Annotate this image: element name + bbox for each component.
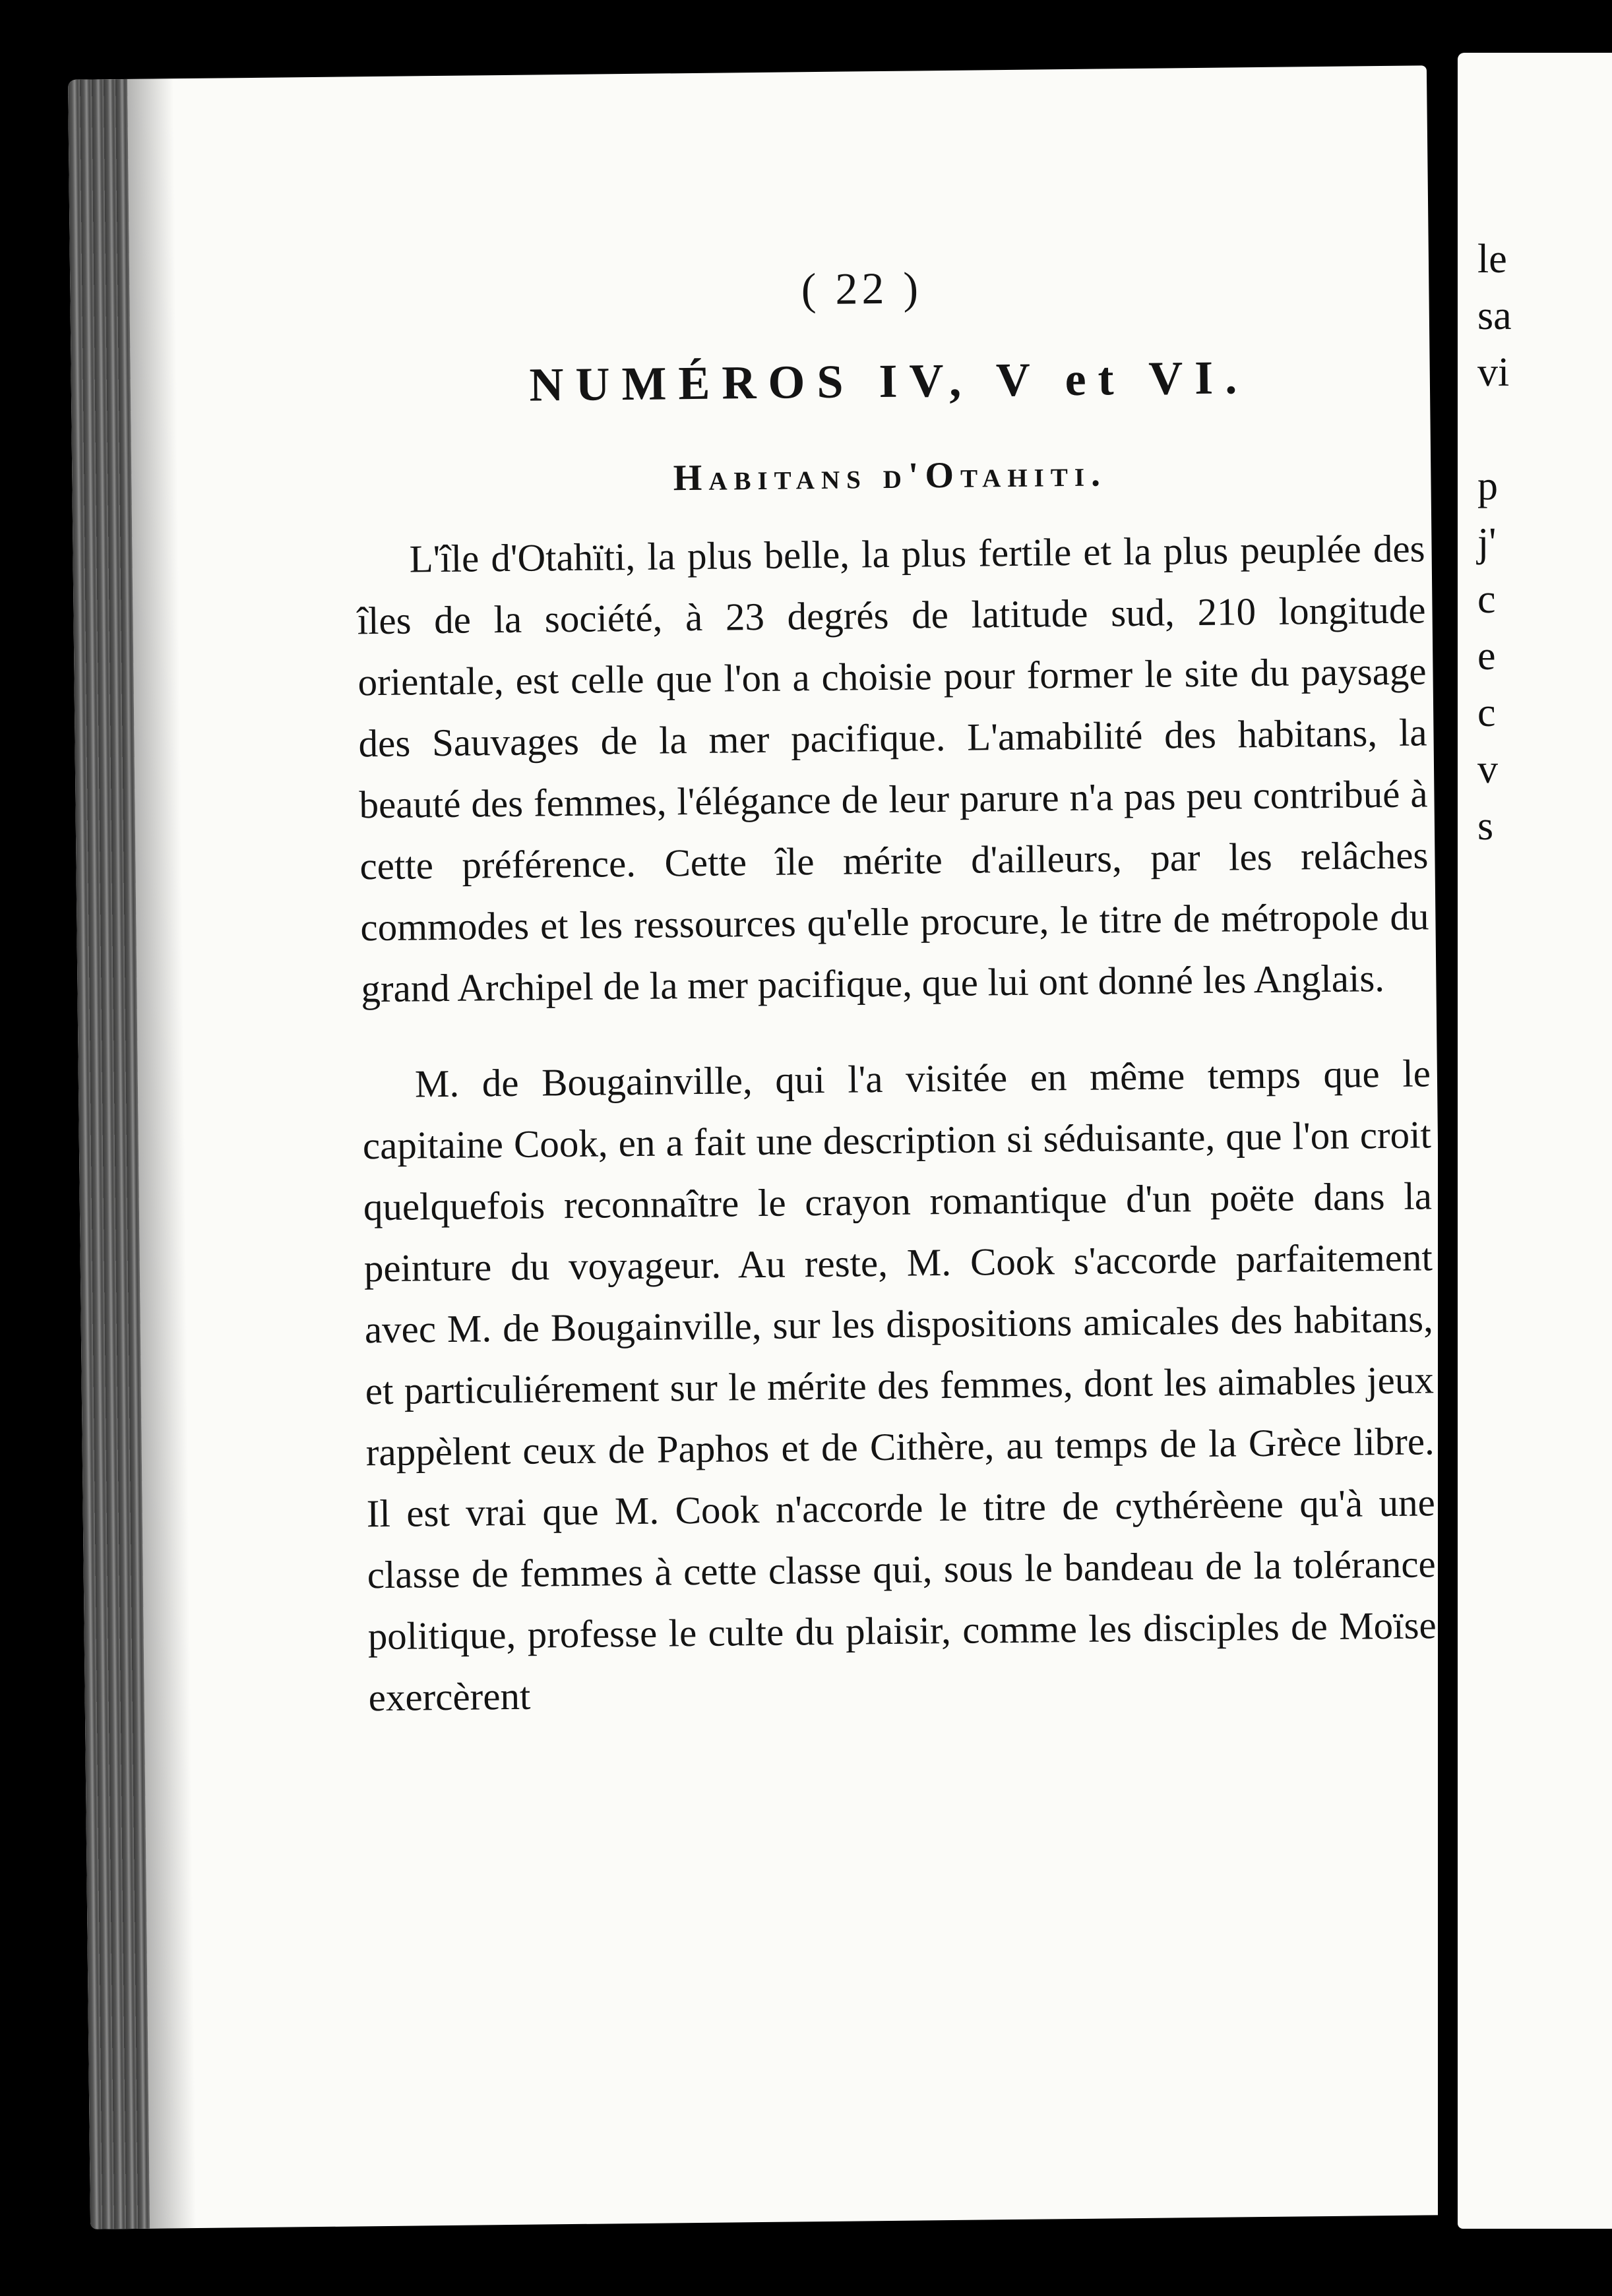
left-page <box>68 65 1449 2229</box>
page-gutter <box>1438 0 1458 2296</box>
section-subheading: Habitans d'Otahiti. <box>673 453 1107 499</box>
page-number: ( 22 ) <box>801 262 923 315</box>
facing-page-text-fragments: le sa vi p j' c e c v s <box>1477 237 1512 849</box>
paragraph-2: M. de Bougainville, qui l'a visitée en même temps que le capitaine Cook, en a fait une description si séduisante, que l'on croit quelquefois reconnaître le crayon romantique d'un poëte dans la peinture du voyageur. Au reste, M. Cook s'accorde parfaitement avec M. de Bougainville, sur les dispositions amicales des habitans, et particuliérement sur le mérite des femmes, dont les aimables jeux rappèlent ceux de Paphos et de Cithère, au temps de la Grèce libre. Il est vrai que M. Cook n'accorde le titre de cythérèene qu'à une classe de femmes à cette classe qui, sous le bandeau de la tolérance politique, professe le culte du plaisir, comme les disciples de Moïse exercèrent <box>362 1051 1437 1720</box>
page-content <box>353 177 1438 1755</box>
facing-page <box>1458 53 1612 2229</box>
paragraph-1: L'île d'Otahïti, la plus belle, la plus fertile et la plus peuplée des îles de la société, à 23 degrés de latitude sud, 210 longitude orientale, est celle que l'on a choisie pour former le site du paysage des Sauvages de la mer pacifique. L'amabilité des habitans, la beauté des femmes, l'élégance de leur parure n'a pas peu contribué à cette préférence. Cette île mérite d'ailleurs, par les relâches commodes et les ressources qu'elle procure, le titre de métropole du grand Archipel de la mer pacifique, que lui ont donné les Anglais. <box>357 526 1429 1011</box>
section-heading: NUMÉROS IV, V et VI. <box>529 351 1249 411</box>
